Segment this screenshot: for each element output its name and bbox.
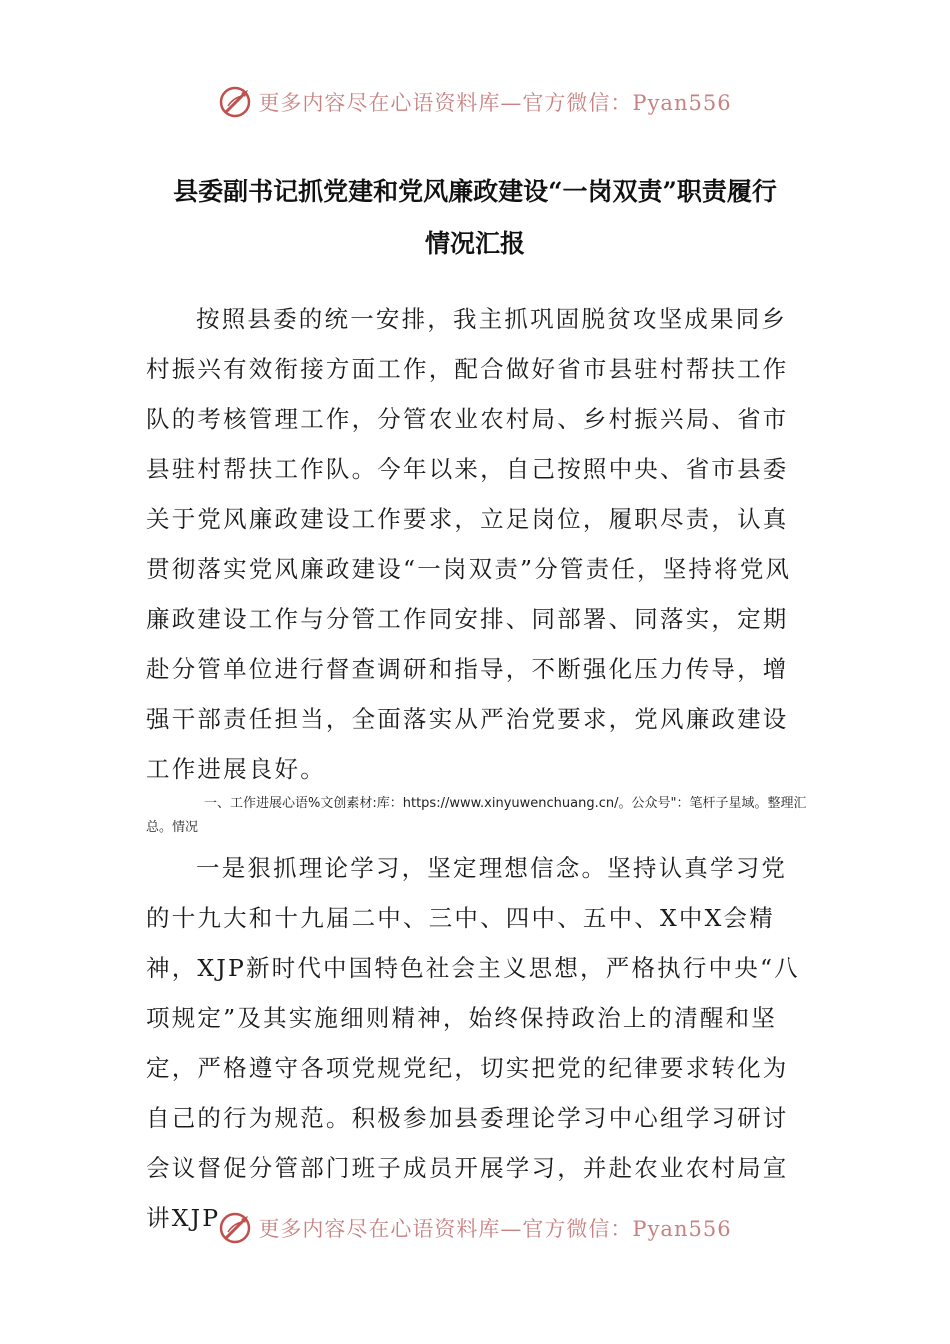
header-banner xyxy=(0,82,950,122)
document-title-line1: 县委副书记抓党建和党风廉政建设“一岗双责”职责履行 xyxy=(173,177,777,206)
section-heading-note: 一、工作进展心语%文创素材:库：https://www.xinyuwenchuang.cn/。公众号"：笔杆子星域。整理汇总。情况 xyxy=(146,796,807,835)
document-title-line2: 情况汇报 xyxy=(424,229,525,258)
footer-banner xyxy=(0,1208,950,1248)
banner-text: 更多内容尽在心语资料库—官方微信：Pyan556 xyxy=(258,91,732,115)
pen-logo-icon xyxy=(218,1210,254,1246)
body-paragraph: 一是狠抓理论学习，坚定理想信念。坚持认真学习党的十九大和十九届二中、三中、四中、五中、X中X会精神，XJP新时代中国特色社会主义思想，严格执行中央“八项规定”及其实施细则精神，始终保持政治上的清醒和坚定，严格遵守各项党规党纪，切实把党的纪律要求转化为自己的行为规范。积极参加县委理论学习中心组学习研讨会议督促分管部门班子成员开展学习，并赴农业农村局宣讲XJP xyxy=(146,854,800,1232)
intro-paragraph: 按照县委的统一安排，我主抓巩固脱贫攻坚成果同乡村振兴有效衔接方面工作，配合做好省市县驻村帮扶工作队的考核管理工作，分管农业农村局、乡村振兴局、省市县驻村帮扶工作队。今年以来，自己按照中央、省市县委关于党风廉政建设工作要求，立足岗位，履职尽责，认真贯彻落实党风廉政建设“一岗双责”分管责任，坚持将党风廉政建设工作与分管工作同安排、同部署、同落实，定期赴分管单位进行督查调研和指导，不断强化压力传导，增强干部责任担当，全面落实从严治党要求，党风廉政建设工作进展良好。 xyxy=(146,305,792,783)
pen-logo-icon xyxy=(218,84,254,120)
banner-text: 更多内容尽在心语资料库—官方微信：Pyan556 xyxy=(258,1217,732,1241)
